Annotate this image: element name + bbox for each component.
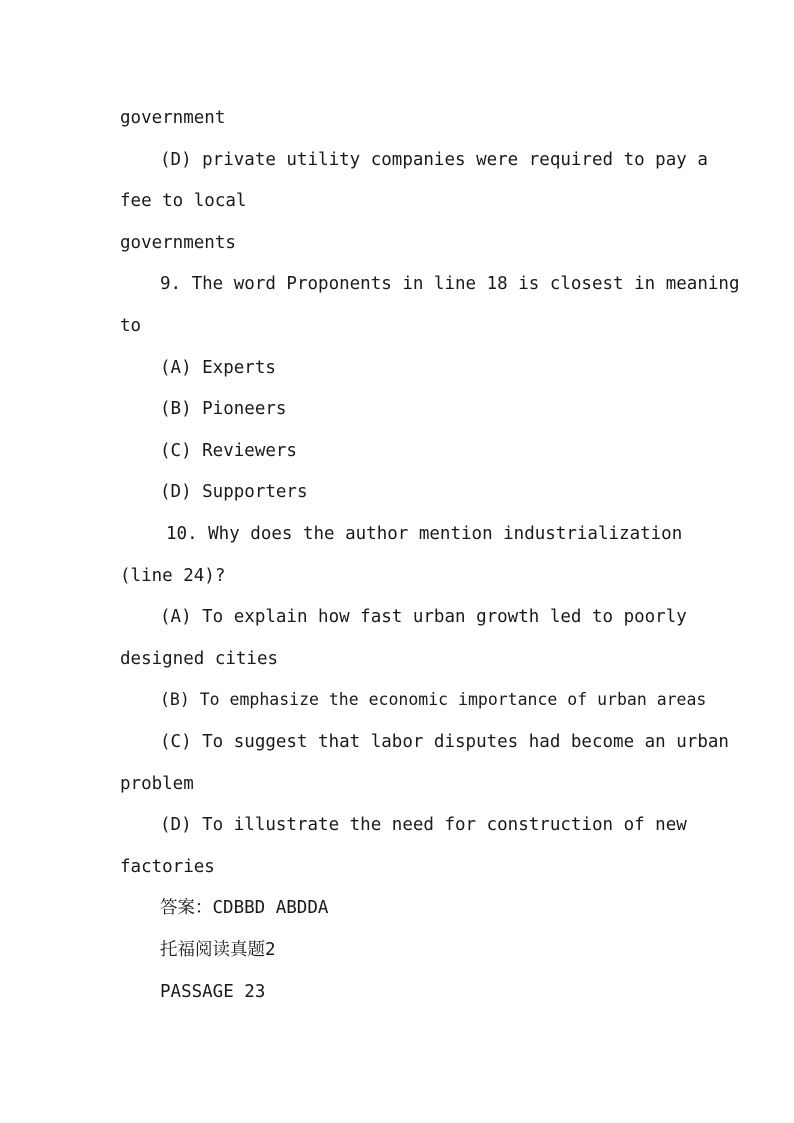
section-heading: 托福阅读真题2 (160, 940, 276, 960)
question-9-option-c: (C) Reviewers (160, 441, 297, 461)
question-10-option-d-line-2: factories (120, 857, 215, 877)
option-d-line-1: (D) private utility companies were required to pay a (160, 150, 708, 170)
question-10-option-d-line-1: (D) To illustrate the need for construction of new (160, 815, 687, 835)
question-9-option-a: (A) Experts (160, 358, 276, 378)
question-10-option-a-line-2: designed cities (120, 649, 279, 669)
option-d-line-3: governments (120, 233, 236, 253)
question-10-option-c-line-2: problem (120, 774, 194, 794)
passage-title: PASSAGE 23 (160, 982, 266, 1002)
question-10-line-2: (line 24)? (120, 566, 226, 586)
question-9-line-1: 9. The word Proponents in line 18 is closest in meaning (160, 274, 740, 294)
question-9-option-d: (D) Supporters (160, 482, 308, 502)
question-9-option-b: (B) Pioneers (160, 399, 287, 419)
question-10-option-b: (B) To emphasize the economic importance of urban areas (160, 690, 707, 709)
question-10-option-c-line-1: (C) To suggest that labor disputes had become an urban (160, 732, 729, 752)
option-d-line-2: fee to local (120, 191, 247, 211)
answer-key: 答案：CDBBD ABDDA (160, 898, 329, 918)
question-9-line-2: to (120, 316, 142, 336)
question-10-line-1: 10. Why does the author mention industrialization (166, 524, 683, 544)
text-line-government: government (120, 108, 226, 128)
question-10-option-a-line-1: (A) To explain how fast urban growth led to poorly (160, 607, 687, 627)
